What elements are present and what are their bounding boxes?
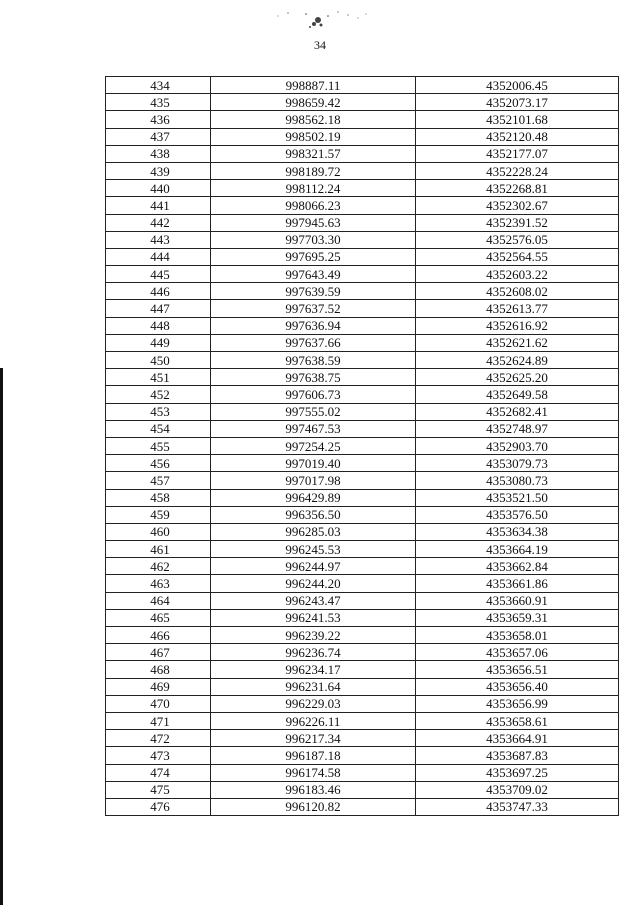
point-number-cell: 445 — [106, 266, 211, 283]
table-row — [106, 747, 619, 764]
point-number-cell: 473 — [106, 747, 211, 764]
y-coordinate-cell: 4353658.61 — [416, 712, 619, 729]
y-coordinate-cell: 4352228.24 — [416, 162, 619, 179]
point-number-cell: 446 — [106, 283, 211, 300]
table-row — [106, 369, 619, 386]
x-coordinate-cell: 997019.40 — [211, 455, 416, 472]
table-row — [106, 575, 619, 592]
x-coordinate-cell: 996285.03 — [211, 523, 416, 540]
point-number-cell: 464 — [106, 592, 211, 609]
point-number-cell: 455 — [106, 437, 211, 454]
table-row — [106, 128, 619, 145]
table-row — [106, 609, 619, 626]
x-coordinate-cell: 996174.58 — [211, 764, 416, 781]
table-row — [106, 506, 619, 523]
point-number-cell: 436 — [106, 111, 211, 128]
table-row — [106, 455, 619, 472]
point-number-cell: 467 — [106, 644, 211, 661]
point-number-cell: 448 — [106, 317, 211, 334]
y-coordinate-cell: 4352101.68 — [416, 111, 619, 128]
point-number-cell: 451 — [106, 369, 211, 386]
point-number-cell: 466 — [106, 627, 211, 644]
table-row — [106, 180, 619, 197]
table-row — [106, 77, 619, 94]
x-coordinate-cell: 996229.03 — [211, 695, 416, 712]
x-coordinate-cell: 998189.72 — [211, 162, 416, 179]
table-row — [106, 627, 619, 644]
point-number-cell: 441 — [106, 197, 211, 214]
point-number-cell: 438 — [106, 145, 211, 162]
x-coordinate-cell: 997695.25 — [211, 248, 416, 265]
y-coordinate-cell: 4352625.20 — [416, 369, 619, 386]
y-coordinate-cell: 4353079.73 — [416, 455, 619, 472]
table-row — [106, 781, 619, 798]
x-coordinate-cell: 996187.18 — [211, 747, 416, 764]
y-coordinate-cell: 4352391.52 — [416, 214, 619, 231]
page-number: 34 — [314, 38, 326, 52]
table-row — [106, 437, 619, 454]
table-row — [106, 644, 619, 661]
x-coordinate-cell: 996429.89 — [211, 489, 416, 506]
table-row — [106, 712, 619, 729]
table-row — [106, 266, 619, 283]
point-number-cell: 460 — [106, 523, 211, 540]
coordinates-table-body — [106, 77, 619, 816]
scan-artifact-mark — [248, 6, 398, 36]
y-coordinate-cell: 4353659.31 — [416, 609, 619, 626]
y-coordinate-cell: 4353656.40 — [416, 678, 619, 695]
table-row — [106, 403, 619, 420]
y-coordinate-cell: 4352682.41 — [416, 403, 619, 420]
table-row — [106, 111, 619, 128]
y-coordinate-cell: 4353661.86 — [416, 575, 619, 592]
table-row — [106, 300, 619, 317]
y-coordinate-cell: 4353660.91 — [416, 592, 619, 609]
table-row — [106, 352, 619, 369]
point-number-cell: 456 — [106, 455, 211, 472]
y-coordinate-cell: 4352748.97 — [416, 420, 619, 437]
x-coordinate-cell: 997636.94 — [211, 317, 416, 334]
table-row — [106, 798, 619, 815]
y-coordinate-cell: 4352649.58 — [416, 386, 619, 403]
point-number-cell: 450 — [106, 352, 211, 369]
x-coordinate-cell: 996243.47 — [211, 592, 416, 609]
table-row — [106, 695, 619, 712]
table-row — [106, 764, 619, 781]
point-number-cell: 472 — [106, 730, 211, 747]
x-coordinate-cell: 996120.82 — [211, 798, 416, 815]
x-coordinate-cell: 998502.19 — [211, 128, 416, 145]
y-coordinate-cell: 4353080.73 — [416, 472, 619, 489]
x-coordinate-cell: 997254.25 — [211, 437, 416, 454]
point-number-cell: 461 — [106, 541, 211, 558]
y-coordinate-cell: 4353656.99 — [416, 695, 619, 712]
x-coordinate-cell: 997643.49 — [211, 266, 416, 283]
x-coordinate-cell: 997703.30 — [211, 231, 416, 248]
x-coordinate-cell: 998887.11 — [211, 77, 416, 94]
point-number-cell: 453 — [106, 403, 211, 420]
table-row — [106, 489, 619, 506]
x-coordinate-cell: 996356.50 — [211, 506, 416, 523]
point-number-cell: 463 — [106, 575, 211, 592]
x-coordinate-cell: 997639.59 — [211, 283, 416, 300]
point-number-cell: 465 — [106, 609, 211, 626]
point-number-cell: 435 — [106, 94, 211, 111]
point-number-cell: 474 — [106, 764, 211, 781]
table-row — [106, 94, 619, 111]
x-coordinate-cell: 998321.57 — [211, 145, 416, 162]
point-number-cell: 452 — [106, 386, 211, 403]
y-coordinate-cell: 4352268.81 — [416, 180, 619, 197]
x-coordinate-cell: 996245.53 — [211, 541, 416, 558]
table-row — [106, 592, 619, 609]
point-number-cell: 447 — [106, 300, 211, 317]
y-coordinate-cell: 4352006.45 — [416, 77, 619, 94]
table-row — [106, 231, 619, 248]
table-row — [106, 283, 619, 300]
x-coordinate-cell: 997945.63 — [211, 214, 416, 231]
x-coordinate-cell: 996226.11 — [211, 712, 416, 729]
point-number-cell: 470 — [106, 695, 211, 712]
point-number-cell: 471 — [106, 712, 211, 729]
x-coordinate-cell: 996183.46 — [211, 781, 416, 798]
table-row — [106, 541, 619, 558]
x-coordinate-cell: 997606.73 — [211, 386, 416, 403]
x-coordinate-cell: 997017.98 — [211, 472, 416, 489]
table-row — [106, 678, 619, 695]
table-row — [106, 317, 619, 334]
x-coordinate-cell: 998562.18 — [211, 111, 416, 128]
point-number-cell: 475 — [106, 781, 211, 798]
point-number-cell: 468 — [106, 661, 211, 678]
table-row — [106, 730, 619, 747]
table-row — [106, 197, 619, 214]
y-coordinate-cell: 4353687.83 — [416, 747, 619, 764]
y-coordinate-cell: 4353521.50 — [416, 489, 619, 506]
point-number-cell: 454 — [106, 420, 211, 437]
table-row — [106, 472, 619, 489]
point-number-cell: 443 — [106, 231, 211, 248]
x-coordinate-cell: 997637.52 — [211, 300, 416, 317]
y-coordinate-cell: 4352576.05 — [416, 231, 619, 248]
y-coordinate-cell: 4352621.62 — [416, 334, 619, 351]
x-coordinate-cell: 996217.34 — [211, 730, 416, 747]
coordinates-table — [105, 76, 619, 816]
scan-edge-bar — [0, 368, 3, 905]
table-row — [106, 145, 619, 162]
y-coordinate-cell: 4353658.01 — [416, 627, 619, 644]
y-coordinate-cell: 4353576.50 — [416, 506, 619, 523]
y-coordinate-cell: 4353656.51 — [416, 661, 619, 678]
table-row — [106, 558, 619, 575]
x-coordinate-cell: 996244.20 — [211, 575, 416, 592]
table-row — [106, 334, 619, 351]
table-row — [106, 523, 619, 540]
x-coordinate-cell: 998066.23 — [211, 197, 416, 214]
x-coordinate-cell: 996234.17 — [211, 661, 416, 678]
point-number-cell: 462 — [106, 558, 211, 575]
point-number-cell: 439 — [106, 162, 211, 179]
point-number-cell: 444 — [106, 248, 211, 265]
x-coordinate-cell: 998112.24 — [211, 180, 416, 197]
point-number-cell: 442 — [106, 214, 211, 231]
y-coordinate-cell: 4352603.22 — [416, 266, 619, 283]
point-number-cell: 434 — [106, 77, 211, 94]
y-coordinate-cell: 4352177.07 — [416, 145, 619, 162]
y-coordinate-cell: 4353709.02 — [416, 781, 619, 798]
x-coordinate-cell: 997638.59 — [211, 352, 416, 369]
table-row — [106, 661, 619, 678]
y-coordinate-cell: 4353697.25 — [416, 764, 619, 781]
y-coordinate-cell: 4352613.77 — [416, 300, 619, 317]
point-number-cell: 449 — [106, 334, 211, 351]
point-number-cell: 458 — [106, 489, 211, 506]
x-coordinate-cell: 997637.66 — [211, 334, 416, 351]
x-coordinate-cell: 997467.53 — [211, 420, 416, 437]
table-row — [106, 162, 619, 179]
point-number-cell: 469 — [106, 678, 211, 695]
point-number-cell: 476 — [106, 798, 211, 815]
y-coordinate-cell: 4352302.67 — [416, 197, 619, 214]
y-coordinate-cell: 4352624.89 — [416, 352, 619, 369]
y-coordinate-cell: 4352616.92 — [416, 317, 619, 334]
point-number-cell: 459 — [106, 506, 211, 523]
y-coordinate-cell: 4352608.02 — [416, 283, 619, 300]
x-coordinate-cell: 996239.22 — [211, 627, 416, 644]
y-coordinate-cell: 4352120.48 — [416, 128, 619, 145]
y-coordinate-cell: 4353664.19 — [416, 541, 619, 558]
table-row — [106, 248, 619, 265]
y-coordinate-cell: 4353634.38 — [416, 523, 619, 540]
y-coordinate-cell: 4353664.91 — [416, 730, 619, 747]
point-number-cell: 437 — [106, 128, 211, 145]
table-row — [106, 214, 619, 231]
x-coordinate-cell: 996236.74 — [211, 644, 416, 661]
x-coordinate-cell: 997638.75 — [211, 369, 416, 386]
y-coordinate-cell: 4352073.17 — [416, 94, 619, 111]
x-coordinate-cell: 996244.97 — [211, 558, 416, 575]
y-coordinate-cell: 4353747.33 — [416, 798, 619, 815]
y-coordinate-cell: 4353662.84 — [416, 558, 619, 575]
y-coordinate-cell: 4353657.06 — [416, 644, 619, 661]
x-coordinate-cell: 996231.64 — [211, 678, 416, 695]
table-row — [106, 420, 619, 437]
y-coordinate-cell: 4352564.55 — [416, 248, 619, 265]
x-coordinate-cell: 998659.42 — [211, 94, 416, 111]
point-number-cell: 440 — [106, 180, 211, 197]
table-row — [106, 386, 619, 403]
y-coordinate-cell: 4352903.70 — [416, 437, 619, 454]
x-coordinate-cell: 997555.02 — [211, 403, 416, 420]
x-coordinate-cell: 996241.53 — [211, 609, 416, 626]
point-number-cell: 457 — [106, 472, 211, 489]
